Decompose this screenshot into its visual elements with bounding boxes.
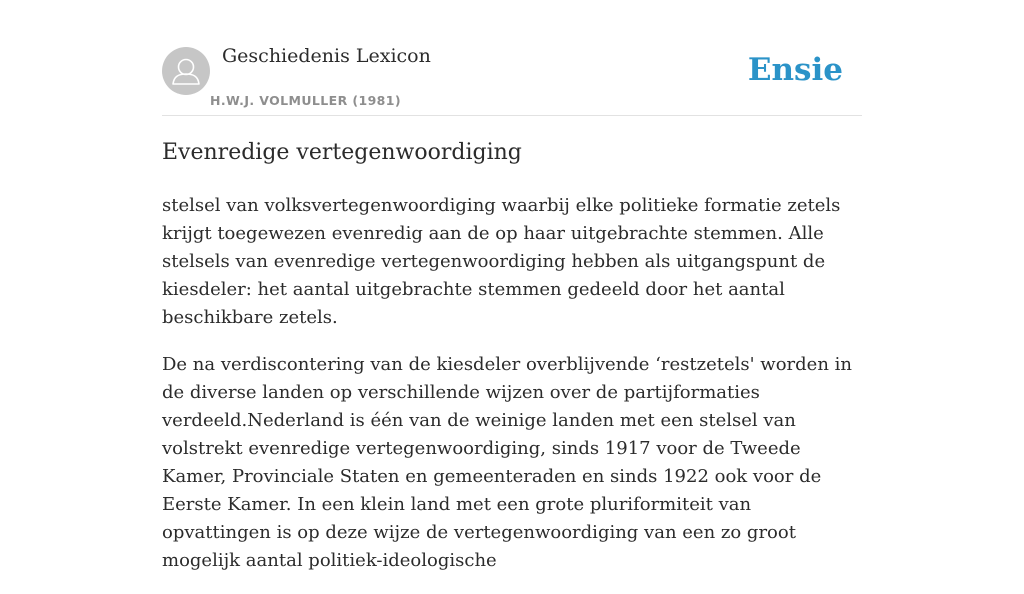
source-header <box>162 0 862 116</box>
article-paragraph: stelsel van volksvertegenwoordiging waarbij elke politieke formatie zetels krijgt toegewezen evenredig aan de op haar uitgebrachte stemmen. Alle stelsels van evenredige vertegenwoordiging hebben als uitgangspunt de kiesdeler: het aantal uitgebrachte stemmen gedeeld door het aantal beschikbare zetels. <box>162 195 841 328</box>
avatar[interactable] <box>162 47 210 95</box>
user-silhouette-icon <box>162 47 210 95</box>
article-title: Evenredige vertegenwoordiging <box>162 140 522 165</box>
article-paragraph: De na verdiscontering van de kiesdeler overblijvende ‘restzetels' worden in de diverse landen op verschillende wijzen over de partijformaties verdeeld.Nederland is één van de weinige landen met een stelsel van volstrekt evenredige vertegenwoordiging, sinds 1917 voor de Tweede Kamer, Provinciale Staten en gemeenteraden en sinds 1922 ook voor de Eerste Kamer. In een klein land met een grote pluriformiteit van opvattingen is op deze wijze de vertegenwoordiging van een zo groot mogelijk aantal politiek-ideologische <box>162 354 852 571</box>
author-name[interactable]: H.W.J. VOLMULLER (1981) <box>210 93 401 108</box>
source-title[interactable]: Geschiedenis Lexicon <box>222 45 431 67</box>
article-body <box>162 192 862 594</box>
ensie-logo[interactable]: Ensie <box>747 52 843 88</box>
